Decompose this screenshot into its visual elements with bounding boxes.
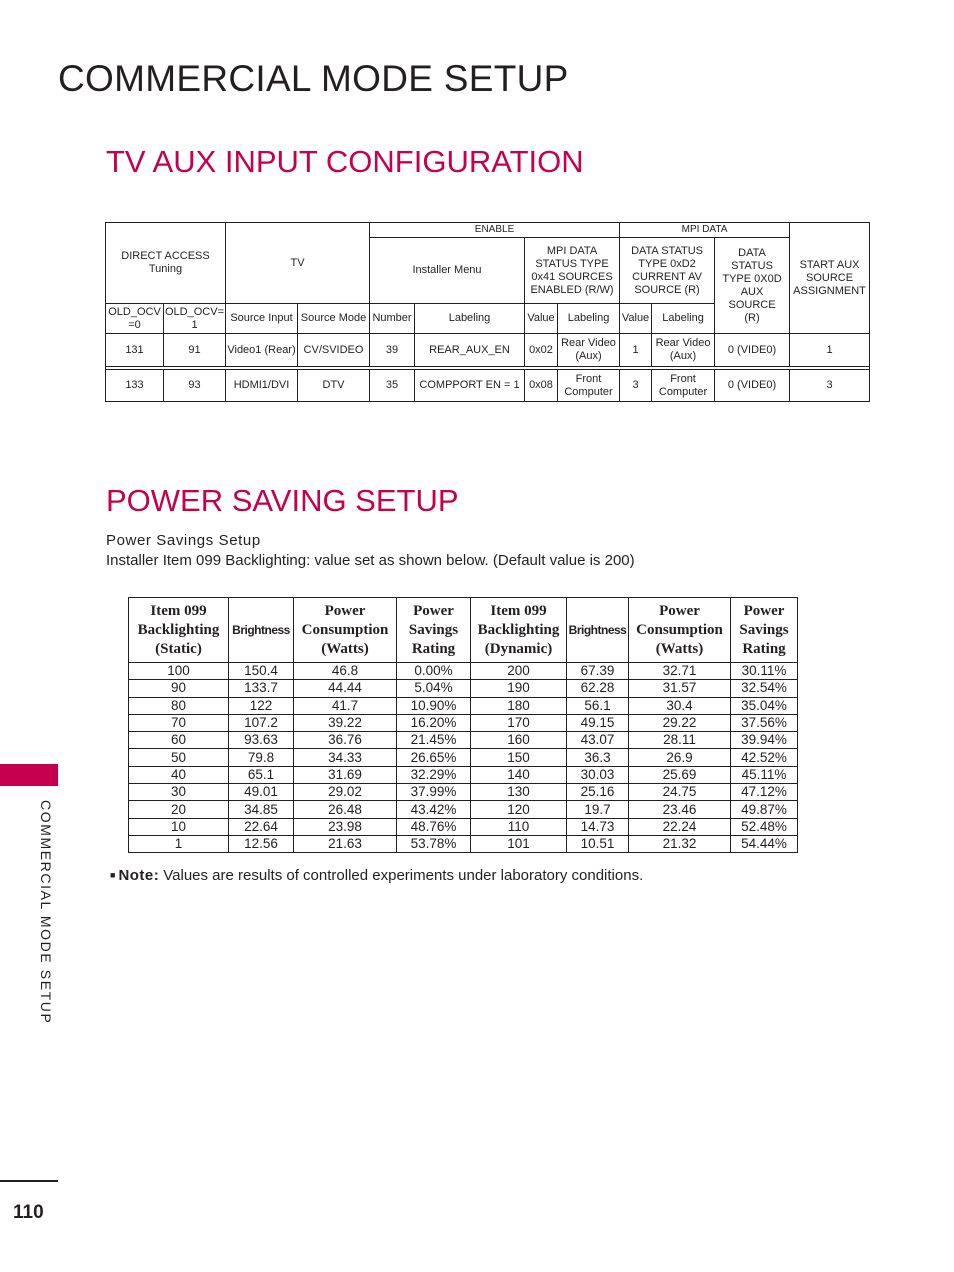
table-cell: 24.75 (629, 784, 731, 801)
power-header-row (129, 598, 798, 663)
table-cell: 35.04% (731, 697, 798, 714)
header-direct-access-text: DIRECT ACCESS Tuning (121, 250, 210, 275)
header-power-static-text: Power Consumption (Watts) (301, 602, 389, 657)
header-brightness-static-text: Brightness (232, 622, 290, 637)
table-cell: 22.64 (229, 818, 294, 835)
table-cell: 44.44 (294, 680, 397, 697)
header-old-ocv-1-text: OLD_OCV= 1 (165, 305, 224, 331)
table-cell: 32.71 (629, 663, 731, 680)
table-cell: 107.2 (229, 714, 294, 731)
table-cell: 26.9 (629, 749, 731, 766)
table-cell: 43.07 (567, 732, 629, 749)
table-cell: 23.46 (629, 801, 731, 818)
table-row (106, 334, 870, 367)
cell-d2-labeling-text: Rear Video (Aux) (655, 337, 711, 362)
cell-ocv1: 93 (164, 370, 226, 402)
cell-labeling: COMPPORT EN = 1 (415, 370, 525, 402)
table-cell: 20 (129, 801, 229, 818)
header-brightness-dynamic-text: Brightness (568, 622, 627, 637)
table-cell: 1 (129, 835, 229, 852)
table-cell: 100 (129, 663, 229, 680)
table-cell: 16.20% (397, 714, 471, 731)
header-brightness-static (229, 598, 294, 663)
header-data-status-d2-text: DATA STATUS TYPE 0xD2 CURRENT AV SOURCE (R) (631, 244, 703, 296)
side-tab-marker (0, 764, 58, 786)
side-section-label: COMMERCIAL MODE SETUP (38, 800, 54, 1025)
table-row (129, 784, 798, 801)
table-cell: 40 (129, 766, 229, 783)
table-cell: 101 (471, 835, 567, 852)
table-cell: 22.24 (629, 818, 731, 835)
table-cell: 56.1 (567, 697, 629, 714)
table-row (129, 749, 798, 766)
cell-mpi-labeling (558, 370, 620, 402)
table-cell: 130 (471, 784, 567, 801)
table-cell: 45.11% (731, 766, 798, 783)
table-cell: 30.03 (567, 766, 629, 783)
header-brightness-dynamic (567, 598, 629, 663)
table-row (129, 714, 798, 731)
table-cell: 65.1 (229, 766, 294, 783)
table-row (129, 663, 798, 680)
header-backlight-static-text: Item 099 Backlighting (Static) (137, 602, 220, 657)
table-cell: 12.56 (229, 835, 294, 852)
table-cell: 67.39 (567, 663, 629, 680)
table-cell: 14.73 (567, 818, 629, 835)
table-cell: 150 (471, 749, 567, 766)
page-number: 110 (13, 1202, 44, 1223)
table-cell: 70 (129, 714, 229, 731)
table-cell: 10 (129, 818, 229, 835)
cell-source-input: Video1 (Rear) (226, 334, 298, 367)
header-old-ocv-0 (106, 304, 164, 334)
note-text: Values are results of controlled experiments under laboratory conditions. (163, 867, 644, 884)
table-cell: 160 (471, 732, 567, 749)
header-backlight-dynamic-text: Item 099 Backlighting (Dynamic) (477, 602, 560, 657)
cell-start: 1 (790, 334, 870, 367)
cell-number: 35 (370, 370, 415, 402)
page-title: COMMERCIAL MODE SETUP (58, 58, 569, 99)
cell-d2-labeling (652, 334, 715, 367)
power-saving-table (128, 597, 798, 853)
table-cell: 62.28 (567, 680, 629, 697)
cell-ocv0: 131 (106, 334, 164, 367)
table-cell: 37.99% (397, 784, 471, 801)
header-data-status-0d (715, 238, 790, 334)
header-old-ocv-1 (164, 304, 226, 334)
table-cell: 133.7 (229, 680, 294, 697)
table-cell: 60 (129, 732, 229, 749)
table-cell: 122 (229, 697, 294, 714)
cell-d2-value: 3 (620, 370, 652, 402)
table-row (129, 801, 798, 818)
cell-d2-labeling-text: Front Computer (658, 372, 708, 398)
table-row (129, 697, 798, 714)
table-cell: 42.52% (731, 749, 798, 766)
table-row (129, 680, 798, 697)
cell-aux-source: 0 (VIDE0) (715, 334, 790, 367)
cell-value: 0x02 (525, 334, 558, 367)
aux-section-title: TV AUX INPUT CONFIGURATION (106, 144, 584, 179)
table-cell: 50 (129, 749, 229, 766)
table-cell: 46.8 (294, 663, 397, 680)
power-section-title: POWER SAVING SETUP (106, 483, 459, 518)
header-old-ocv-0-text: OLD_OCV =0 (108, 305, 161, 331)
table-cell: 120 (471, 801, 567, 818)
cell-number: 39 (370, 334, 415, 367)
table-cell: 37.56% (731, 714, 798, 731)
table-cell: 10.51 (567, 835, 629, 852)
cell-source-mode: DTV (298, 370, 370, 402)
cell-labeling: REAR_AUX_EN (415, 334, 525, 367)
aux-input-table (105, 222, 870, 402)
cell-value: 0x08 (525, 370, 558, 402)
note (110, 867, 643, 884)
header-source-mode: Source Mode (298, 304, 370, 334)
header-enable: ENABLE (370, 223, 620, 238)
header-direct-access (106, 223, 226, 304)
table-cell: 180 (471, 697, 567, 714)
power-subtitle: Power Savings Setup (106, 532, 261, 549)
header-value: Value (525, 304, 558, 334)
table-cell: 30 (129, 784, 229, 801)
table-cell: 28.11 (629, 732, 731, 749)
header-start-aux-text: START AUX SOURCE ASSIGNMENT (793, 258, 866, 297)
note-bullet: ■ (110, 870, 116, 880)
table-cell: 10.90% (397, 697, 471, 714)
table-cell: 79.8 (229, 749, 294, 766)
table-cell: 190 (471, 680, 567, 697)
table-cell: 21.63 (294, 835, 397, 852)
header-labeling-mpi: Labeling (558, 304, 620, 334)
table-cell: 0.00% (397, 663, 471, 680)
cell-start: 3 (790, 370, 870, 402)
table-cell: 93.63 (229, 732, 294, 749)
header-mpi-status-type (525, 238, 620, 304)
table-cell: 34.85 (229, 801, 294, 818)
header-start-aux (790, 223, 870, 334)
table-cell: 34.33 (294, 749, 397, 766)
table-row (129, 732, 798, 749)
cell-ocv0: 133 (106, 370, 164, 402)
cell-mpi-labeling-text: Front Computer (564, 372, 613, 398)
cell-aux-source: 0 (VIDE0) (715, 370, 790, 402)
header-rating-static (397, 598, 471, 663)
table-cell: 41.7 (294, 697, 397, 714)
table-row (106, 370, 870, 402)
table-cell: 200 (471, 663, 567, 680)
cell-d2-labeling (652, 370, 715, 402)
header-value-d2: Value (620, 304, 652, 334)
header-power-static (294, 598, 397, 663)
header-power-dynamic (629, 598, 731, 663)
table-cell: 26.48 (294, 801, 397, 818)
header-backlight-static (129, 598, 229, 663)
note-label: Note: (118, 867, 160, 884)
cell-d2-value: 1 (620, 334, 652, 367)
table-cell: 140 (471, 766, 567, 783)
table-cell: 80 (129, 697, 229, 714)
header-labeling-d2: Labeling (652, 304, 715, 334)
table-cell: 49.01 (229, 784, 294, 801)
table-cell: 36.3 (567, 749, 629, 766)
table-cell: 49.15 (567, 714, 629, 731)
table-cell: 29.02 (294, 784, 397, 801)
table-cell: 26.65% (397, 749, 471, 766)
table-cell: 5.04% (397, 680, 471, 697)
table-cell: 31.69 (294, 766, 397, 783)
table-cell: 150.4 (229, 663, 294, 680)
header-rating-dynamic-text: Power Savings Rating (739, 602, 789, 657)
table-row (129, 835, 798, 852)
table-cell: 48.76% (397, 818, 471, 835)
table-cell: 52.48% (731, 818, 798, 835)
table-row (129, 818, 798, 835)
table-cell: 32.54% (731, 680, 798, 697)
header-rating-static-text: Power Savings Rating (408, 602, 459, 657)
table-cell: 21.32 (629, 835, 731, 852)
cell-mpi-labeling-text: Rear Video (Aux) (561, 337, 616, 362)
table-cell: 90 (129, 680, 229, 697)
table-cell: 25.69 (629, 766, 731, 783)
header-labeling: Labeling (415, 304, 525, 334)
cell-source-input: HDMI1/DVI (226, 370, 298, 402)
header-mpi-status-type-text: MPI DATA STATUS TYPE 0x41 SOURCES ENABLED (R/W) (530, 244, 614, 296)
table-cell: 36.76 (294, 732, 397, 749)
table-row (129, 766, 798, 783)
table-cell: 21.45% (397, 732, 471, 749)
table-cell: 54.44% (731, 835, 798, 852)
table-cell: 43.42% (397, 801, 471, 818)
table-cell: 47.12% (731, 784, 798, 801)
table-cell: 30.4 (629, 697, 731, 714)
header-power-dynamic-text: Power Consumption (Watts) (636, 602, 723, 657)
power-description: Installer Item 099 Backlighting: value set as shown below. (Default value is 200) (106, 552, 635, 569)
table-cell: 31.57 (629, 680, 731, 697)
table-cell: 110 (471, 818, 567, 835)
header-backlight-dynamic (471, 598, 567, 663)
table-cell: 23.98 (294, 818, 397, 835)
header-data-status-0d-text: DATA STATUS TYPE 0X0D AUX SOURCE (R) (722, 246, 782, 324)
table-cell: 49.87% (731, 801, 798, 818)
header-number: Number (370, 304, 415, 334)
header-mpi-data: MPI DATA (620, 223, 790, 238)
header-tv: TV (226, 223, 370, 304)
page-number-rule (0, 1180, 58, 1182)
power-table-body (129, 663, 798, 853)
table-cell: 29.22 (629, 714, 731, 731)
header-rating-dynamic (731, 598, 798, 663)
table-cell: 39.22 (294, 714, 397, 731)
cell-source-mode: CV/SVIDEO (298, 334, 370, 367)
cell-ocv1: 91 (164, 334, 226, 367)
cell-mpi-labeling (558, 334, 620, 367)
table-cell: 19.7 (567, 801, 629, 818)
table-cell: 32.29% (397, 766, 471, 783)
header-installer-menu: Installer Menu (370, 238, 525, 304)
table-cell: 39.94% (731, 732, 798, 749)
table-cell: 30.11% (731, 663, 798, 680)
table-cell: 25.16 (567, 784, 629, 801)
table-cell: 53.78% (397, 835, 471, 852)
table-cell: 170 (471, 714, 567, 731)
header-data-status-d2 (620, 238, 715, 304)
header-source-input: Source Input (226, 304, 298, 334)
